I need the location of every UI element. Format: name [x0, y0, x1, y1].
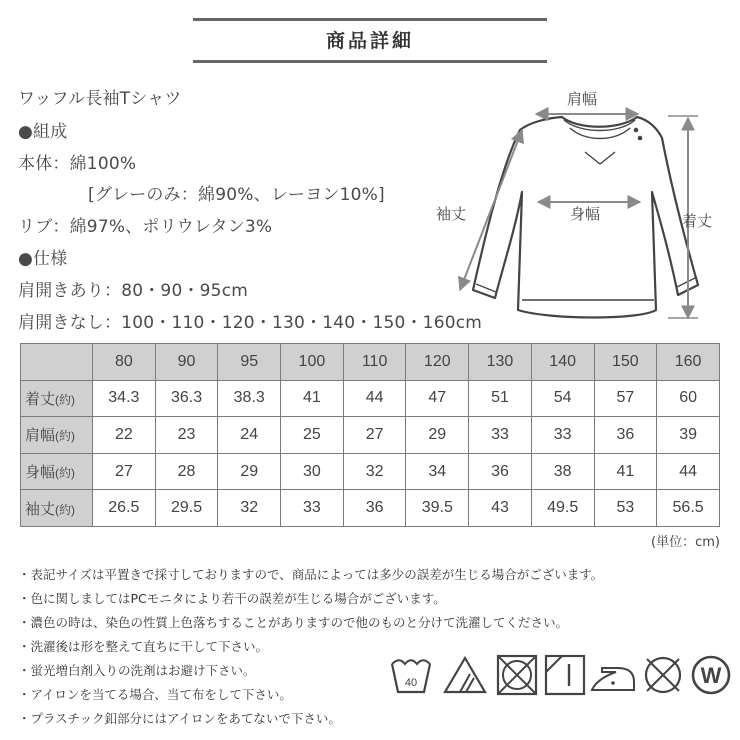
body-material: 本体：綿100%	[18, 154, 137, 174]
measure-unit: (約)	[55, 466, 76, 481]
size-value-cell: 36	[343, 490, 406, 527]
size-value-cell: 29	[406, 417, 469, 454]
size-value-cell: 33	[531, 417, 594, 454]
size-value-cell: 39	[657, 417, 720, 454]
size-header: 110	[343, 344, 406, 381]
corner-cell	[21, 344, 93, 381]
size-value-cell: 29.5	[155, 490, 218, 527]
size-value-cell: 29	[218, 453, 281, 490]
size-value-cell: 43	[469, 490, 532, 527]
size-header: 80	[93, 344, 156, 381]
note-item: ・濃色の時は、染色の性質上色落ちすることがありますので他のものと分けて洗濯してください。	[18, 615, 569, 630]
size-value-cell: 23	[155, 417, 218, 454]
grey-material: [グレーのみ：綿90%、レーヨン10%]	[88, 185, 385, 205]
size-value-cell: 22	[93, 417, 156, 454]
shoulder-button-icon	[634, 128, 639, 133]
measure-unit: (約)	[55, 392, 76, 407]
size-header: 160	[657, 344, 720, 381]
shoulder-width-label: 肩幅	[567, 90, 598, 108]
size-value-cell: 30	[281, 453, 344, 490]
size-row	[21, 380, 720, 417]
size-value-cell: 38	[531, 453, 594, 490]
size-value-cell: 32	[218, 490, 281, 527]
size-value-cell: 60	[657, 380, 720, 417]
size-value-cell: 24	[218, 417, 281, 454]
measure-name: 身幅	[25, 464, 56, 482]
size-header: 130	[469, 344, 532, 381]
size-value-cell: 38.3	[218, 380, 281, 417]
measure-name: 肩幅	[25, 427, 56, 445]
size-value-cell: 33	[281, 490, 344, 527]
unit-note: (単位：cm)	[651, 535, 720, 550]
size-header: 150	[594, 344, 657, 381]
size-value-cell: 36	[594, 417, 657, 454]
wash-temp: 40	[404, 677, 418, 689]
wet-clean-icon	[688, 652, 734, 698]
measure-unit: (約)	[55, 502, 76, 517]
size-value-cell: 41	[281, 380, 344, 417]
size-value-cell: 32	[343, 453, 406, 490]
no-dry-clean-icon	[640, 652, 686, 698]
iron-low-icon	[590, 652, 636, 698]
size-header: 95	[218, 344, 281, 381]
size-value-cell: 39.5	[406, 490, 469, 527]
page-title: 商品詳細	[325, 30, 414, 52]
rib-material: リブ：綿97%、ポリウレタン3%	[18, 217, 273, 237]
note-item: ・アイロンを当てる場合、当て布をして下さい。	[18, 687, 292, 702]
size-header: 90	[155, 344, 218, 381]
size-row	[21, 453, 720, 490]
size-value-cell: 44	[657, 453, 720, 490]
size-value-cell: 57	[594, 380, 657, 417]
title-top-rule	[193, 18, 547, 21]
measure-label	[21, 490, 93, 527]
measure-name: 着丈	[25, 390, 56, 408]
size-value-cell: 28	[155, 453, 218, 490]
size-value-cell: 54	[531, 380, 594, 417]
measure-name: 袖丈	[25, 500, 56, 518]
size-value-cell: 56.5	[657, 490, 720, 527]
shoulder-open-sizes: 肩開きあり：80・90・95cm	[18, 281, 249, 301]
size-value-cell: 53	[594, 490, 657, 527]
size-header: 120	[406, 344, 469, 381]
size-value-cell: 27	[343, 417, 406, 454]
size-row	[21, 490, 720, 527]
no-tumble-dry-icon	[494, 652, 540, 698]
wash-40-icon	[388, 652, 434, 698]
note-item: ・表記サイズは平置きで採寸しておりますので、商品によっては多少の誤差が生じる場合がございます。	[18, 567, 604, 582]
size-value-cell: 27	[93, 453, 156, 490]
composition-heading: ●組成	[18, 122, 68, 142]
product-name: ワッフル長袖Tシャツ	[18, 89, 182, 109]
note-item: ・色に関しましてはPCモニタにより若干の誤差が生じる場合がございます。	[18, 591, 446, 606]
size-table	[20, 343, 720, 527]
measure-label	[21, 380, 93, 417]
line-dry-shade-icon	[542, 652, 588, 698]
size-row	[21, 417, 720, 454]
measure-unit: (約)	[55, 429, 76, 444]
size-value-cell: 34.3	[93, 380, 156, 417]
note-item: ・洗濯後は形を整えて直ちに干して下さい。	[18, 639, 269, 654]
size-value-cell: 51	[469, 380, 532, 417]
spec-heading: ●仕様	[18, 249, 68, 269]
body-width-label: 身幅	[570, 205, 601, 223]
length-label: 着丈	[682, 212, 713, 230]
size-value-cell: 33	[469, 417, 532, 454]
size-header: 100	[281, 344, 344, 381]
bleach-oxygen-icon	[442, 652, 488, 698]
size-header-row	[21, 344, 720, 381]
wet-letter: W	[700, 663, 722, 688]
size-value-cell: 25	[281, 417, 344, 454]
note-item: ・プラスチック釦部分にはアイロンをあてないで下さい。	[18, 711, 341, 726]
sleeve-length-label: 袖丈	[436, 205, 467, 223]
size-value-cell: 36	[469, 453, 532, 490]
size-value-cell: 47	[406, 380, 469, 417]
size-value-cell: 26.5	[93, 490, 156, 527]
measure-label	[21, 453, 93, 490]
title-bottom-rule	[193, 60, 547, 63]
measure-label	[21, 417, 93, 454]
size-value-cell: 41	[594, 453, 657, 490]
size-value-cell: 44	[343, 380, 406, 417]
size-header: 140	[531, 344, 594, 381]
size-value-cell: 49.5	[531, 490, 594, 527]
size-value-cell: 36.3	[155, 380, 218, 417]
size-value-cell: 34	[406, 453, 469, 490]
shoulder-closed-sizes: 肩開きなし：100・110・120・130・140・150・160cm	[18, 313, 483, 333]
note-item: ・蛍光増白剤入りの洗剤はお避け下さい。	[18, 663, 256, 678]
